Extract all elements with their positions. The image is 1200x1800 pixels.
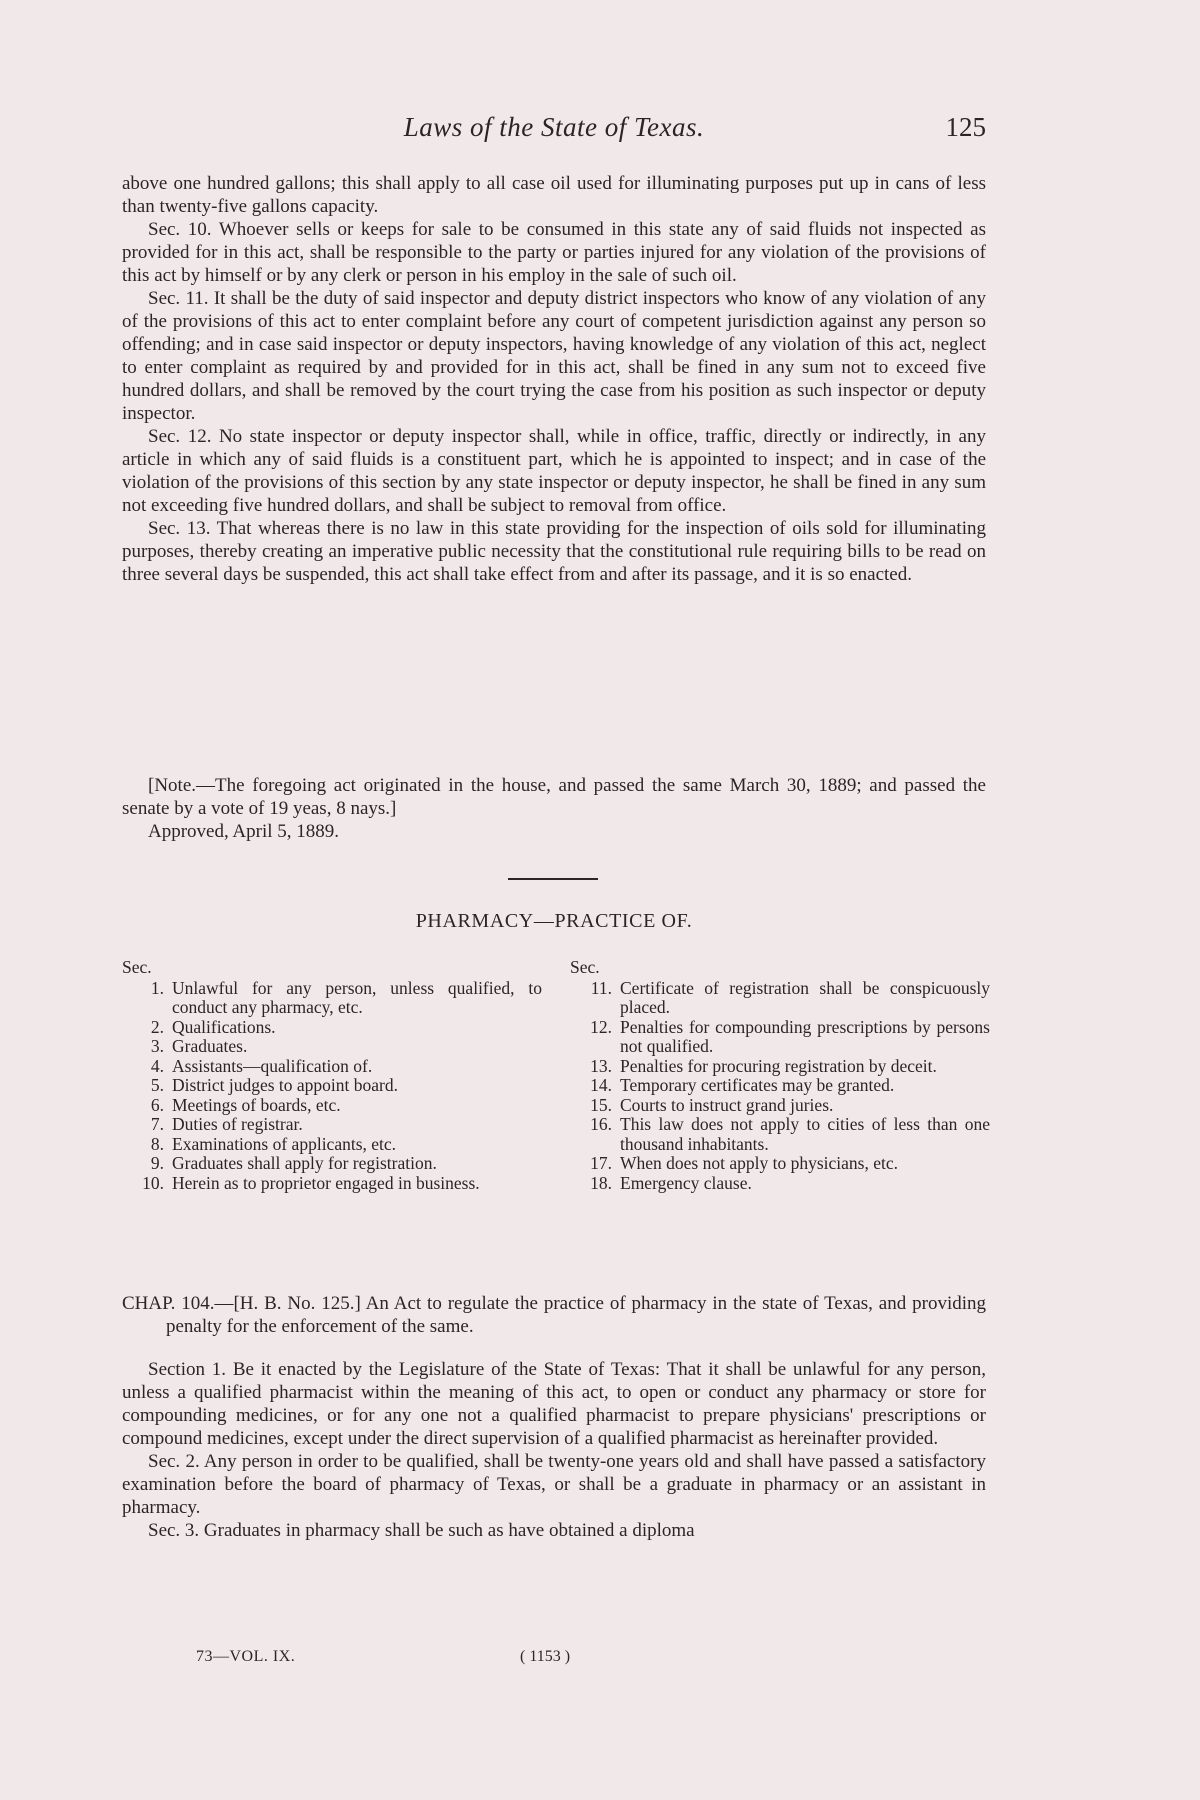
folio-number: ( 1153 ) xyxy=(520,1648,571,1665)
toc-right-column xyxy=(570,958,990,1193)
toc-sec-label: Sec. xyxy=(122,957,152,977)
toc-item xyxy=(570,1174,990,1194)
toc-item-text: Graduates. xyxy=(172,1036,248,1056)
toc-item xyxy=(122,1154,542,1174)
continued-act-text xyxy=(122,172,986,586)
toc-item-text: Temporary certificates may be granted. xyxy=(620,1075,895,1095)
toc-item xyxy=(570,1154,990,1174)
toc-item-number: 12. xyxy=(590,1016,612,1037)
toc-item-number: 14. xyxy=(590,1075,612,1095)
toc-item xyxy=(122,1174,542,1194)
toc-item-number: 11. xyxy=(590,977,612,998)
toc-item-number: 8. xyxy=(150,1133,164,1154)
toc-item xyxy=(122,1037,542,1057)
toc-item-number: 7. xyxy=(150,1114,164,1134)
toc-item xyxy=(122,1096,542,1116)
toc-item-text: Certificate of registration shall be conspicuously placed. xyxy=(620,977,990,1017)
section-divider xyxy=(508,878,598,880)
toc-item xyxy=(122,1018,542,1038)
paragraph-section-1: Section 1. Be it enacted by the Legislature of the State of Texas: That it shall be unlawful for any person, unless a qualified pharmacist within the meaning of this act, to open or conduct any pharmacy or store for compounding medicines, or for any one not a qualified pharmacist to prepare physicians' prescriptions or compound medicines, except under the direct supervision of a qualified pharmacist as hereinafter provided. xyxy=(122,1359,986,1449)
toc-item-text: Courts to instruct grand juries. xyxy=(620,1094,834,1115)
paragraph-sec-13: Sec. 13. That whereas there is no law in this state providing for the inspection of oils sold for illuminating purposes, thereby creating an imperative public necessity that the constitutional rule requiring bills to be read on three several days be suspended, this act shall take effect from and after its passage, and it is so enacted. xyxy=(122,518,986,585)
toc-item xyxy=(570,979,990,1018)
toc-item xyxy=(122,1076,542,1096)
toc-item xyxy=(570,1057,990,1077)
toc-item-text: District judges to appoint board. xyxy=(172,1075,399,1095)
page-number: 125 xyxy=(945,112,986,142)
toc-item-number: 13. xyxy=(590,1055,612,1076)
toc-item xyxy=(122,1115,542,1135)
toc-item-text: Graduates shall apply for registration. xyxy=(172,1153,437,1173)
toc-item-number: 4. xyxy=(150,1055,164,1076)
paragraph-sec-11: Sec. 11. It shall be the duty of said inspector and deputy district inspectors who know of any violation of any of the provisions of this act to enter complaint before any court of competent jurisdiction against any person so offending; and in case said inspector or deputy inspectors, having knowledge of any violation of this act, neglect to enter complaint as required by and provided for in this act, shall be fined in any sum not to exceed five hundred dollars, and shall be removed by the court trying the case from his position as such inspector or deputy inspector. xyxy=(122,288,986,424)
volume-signature: 73—VOL. IX. xyxy=(196,1648,296,1665)
chapter-sections xyxy=(122,1358,986,1542)
toc-item-number: 3. xyxy=(150,1036,164,1056)
toc-item xyxy=(570,1096,990,1116)
toc-item-text: Herein as to proprietor engaged in business. xyxy=(172,1172,480,1193)
running-header xyxy=(122,112,986,152)
toc-item-text: Penalties for compounding prescriptions by persons not qualified. xyxy=(620,1016,990,1056)
toc-item-text: When does not apply to physicians, etc. xyxy=(620,1153,898,1173)
paragraph-sec-3: Sec. 3. Graduates in pharmacy shall be such as have obtained a diploma xyxy=(148,1520,695,1541)
paragraph-sec-10: Sec. 10. Whoever sells or keeps for sale to be consumed in this state any of said fluids not inspected as provided for in this act, shall be responsible to the party or parties injured for any violation of the provisions of this act by himself or by any clerk or person in his employ in the sale of such oil. xyxy=(122,219,986,286)
toc-item-number: 18. xyxy=(590,1172,612,1193)
legislative-note xyxy=(122,774,986,843)
toc-item-number: 2. xyxy=(150,1016,164,1037)
toc-item xyxy=(570,1115,990,1154)
paragraph-continuation: above one hundred gallons; this shall apply to all case oil used for illuminating purposes put up in cans of less than twenty-five gallons capacity. xyxy=(122,173,986,217)
toc-item xyxy=(122,1135,542,1155)
toc-item-text: Qualifications. xyxy=(172,1016,276,1037)
toc-item-number: 9. xyxy=(150,1153,164,1173)
toc-item-number: 6. xyxy=(150,1094,164,1115)
toc-item-number: 17. xyxy=(590,1153,612,1173)
toc-item xyxy=(570,1018,990,1057)
toc-item-text: Unlawful for any person, unless qualified, to conduct any pharmacy, etc. xyxy=(172,977,542,1017)
paragraph-sec-12: Sec. 12. No state inspector or deputy inspector shall, while in office, traffic, directly or indirectly, in any article in which any of said fluids is a constituent part, which he is appointed to inspect; and in case of the violation of the provisions of this section by any state inspector or deputy inspector, he shall be fined in any sum not exceeding five hundred dollars, and shall be subject to removal from office. xyxy=(122,426,986,516)
toc-item-text: Examinations of applicants, etc. xyxy=(172,1133,397,1154)
running-title: Laws of the State of Texas. xyxy=(403,112,705,142)
toc-left-column xyxy=(122,958,542,1193)
toc-item-text: Duties of registrar. xyxy=(172,1114,303,1134)
toc-item-text: This law does not apply to cities of less than one thousand inhabitants. xyxy=(620,1114,990,1154)
toc-item xyxy=(122,979,542,1018)
chapter-heading: CHAP. 104.—[H. B. No. 125.] An Act to regulate the practice of pharmacy in the state of Texas, and providing penalty for the enforcement of the same. xyxy=(122,1293,986,1337)
toc-item-text: Meetings of boards, etc. xyxy=(172,1094,341,1115)
toc-item-text: Penalties for procuring registration by deceit. xyxy=(620,1055,937,1076)
toc-sec-label: Sec. xyxy=(570,957,600,977)
paragraph-sec-2: Sec. 2. Any person in order to be qualified, shall be twenty-one years old and shall have passed a satisfactory examination before the board of pharmacy of Texas, or shall be a graduate in pharmacy or an assistant in pharmacy. xyxy=(122,1451,986,1518)
note-text: [Note.—The foregoing act originated in the house, and passed the same March 30, 1889; and passed the senate by a vote of 19 yeas, 8 nays.] xyxy=(122,775,986,819)
toc-item-text: Assistants—qualification of. xyxy=(172,1055,373,1076)
toc-item-number: 15. xyxy=(590,1094,612,1115)
toc-item-number: 5. xyxy=(150,1075,164,1095)
section-title: PHARMACY—PRACTICE OF. xyxy=(415,910,693,932)
toc-item-number: 10. xyxy=(142,1172,164,1193)
approval-date: Approved, April 5, 1889. xyxy=(148,821,340,842)
toc-item-number: 16. xyxy=(590,1114,612,1134)
toc-item xyxy=(570,1076,990,1096)
toc-item-text: Emergency clause. xyxy=(620,1172,752,1193)
chapter-heading-block xyxy=(122,1292,986,1338)
toc-item xyxy=(122,1057,542,1077)
toc-item-number: 1. xyxy=(150,977,164,998)
